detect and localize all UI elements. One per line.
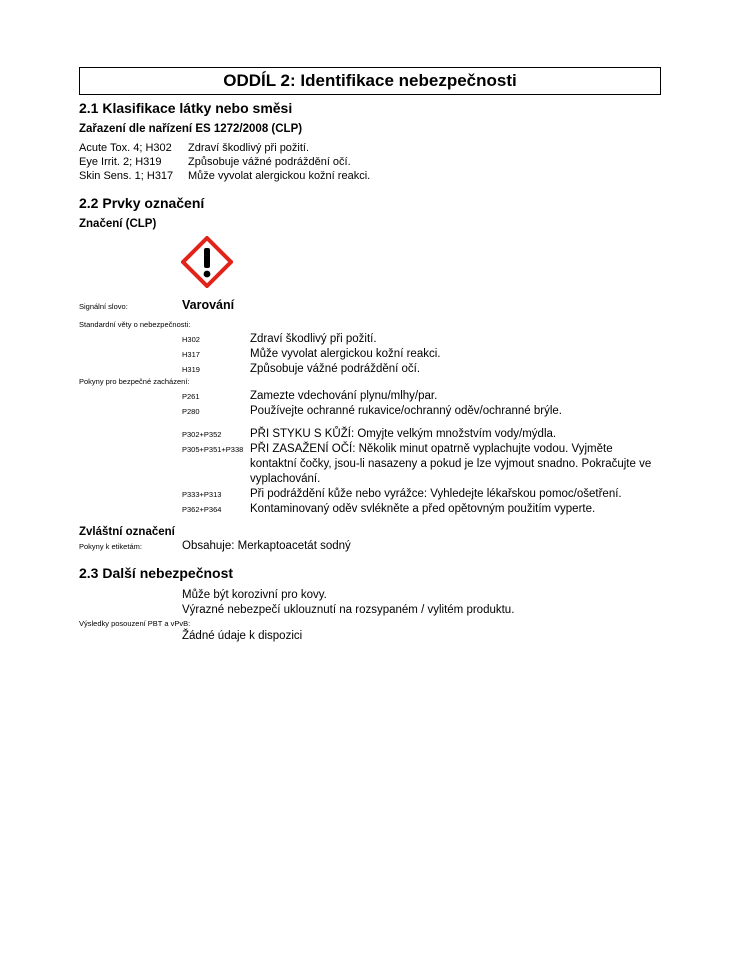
- statement-text: Způsobuje vážné podráždění očí.: [250, 363, 421, 375]
- statement-code: H317: [182, 350, 200, 359]
- statement-text: Používejte ochranné rukavice/ochranný oděv/ochranné brýle.: [250, 405, 562, 417]
- precautionary-statement: [79, 404, 661, 419]
- hazard-statement: [79, 362, 661, 377]
- signal-word-label: Signální slovo:: [79, 302, 128, 311]
- signal-word: Varování: [182, 298, 235, 312]
- classification-text: Způsobuje vážné podráždění očí.: [188, 156, 351, 168]
- classification-row: [79, 141, 661, 155]
- statement-code: P333+P313: [182, 490, 222, 499]
- classification-code: Eye Irrit. 2; H319: [79, 156, 162, 168]
- statement-code: P302+P352: [182, 430, 222, 439]
- precautionary-statement: [79, 502, 661, 517]
- special-labelling-value: Obsahuje: Merkaptoacetát sodný: [182, 540, 351, 552]
- statement-text: Při podráždění kůže nebo vyrážce: Vyhledejte lékařskou pomoc/ošetření.: [250, 488, 622, 500]
- precautionary-statements-label: Pokyny pro bezpečné zacházení:: [79, 377, 190, 386]
- statement-text: Kontaminovaný oděv svlékněte a před opětovným použitím vyperte.: [250, 503, 596, 515]
- pbt-assessment-value: Žádné údaje k dispozici: [182, 630, 303, 642]
- special-labelling-row: [79, 540, 661, 552]
- section-title: ODDÍL 2: Identifikace nebezpečnosti: [79, 67, 661, 95]
- statement-code: P261: [182, 392, 200, 401]
- statement-code: P305+P351+P338: [182, 445, 244, 454]
- statement-text: Zamezte vdechování plynu/mlhy/par.: [250, 390, 438, 402]
- statement-text: PŘI ZASAŽENÍ OČÍ: Několik minut opatrně vyplachujte vodou. Vyjměte kontaktní čočky, jsou-li nasazeny a pokud je lze vyjmout snadno. Pokračujte ve vyplachování.: [250, 443, 652, 485]
- classification-list: [79, 141, 661, 183]
- heading-2-1: 2.1 Klasifikace látky nebo směsi: [79, 100, 293, 116]
- other-hazard-line: Výrazné nebezpečí uklouznutí na rozsypaném / vylitém produktu.: [182, 604, 515, 616]
- special-labelling-label: Pokyny k etiketám:: [79, 542, 142, 551]
- hazard-statements-label: Standardní věty o nebezpečnosti:: [79, 320, 191, 329]
- statement-code: P362+P364: [182, 505, 222, 514]
- precautionary-statement: [79, 389, 661, 404]
- precautionary-statement: [79, 487, 661, 502]
- classification-code: Acute Tox. 4; H302: [79, 142, 172, 154]
- statement-code: H302: [182, 335, 200, 344]
- classification-text: Zdraví škodlivý při požití.: [188, 142, 310, 154]
- other-hazard-line: Může být korozivní pro kovy.: [182, 589, 327, 601]
- precautionary-statement: [79, 427, 661, 442]
- statement-code: H319: [182, 365, 200, 374]
- statement-text: Zdraví škodlivý při požití.: [250, 333, 377, 345]
- statement-text: PŘI STYKU S KŮŽÍ: Omyjte velkým množstvím vody/mýdla.: [250, 428, 557, 440]
- signal-word-row: [79, 298, 661, 312]
- heading-special-labelling: Zvláštní označení: [79, 526, 175, 538]
- heading-clp-classification: Zařazení dle nařízení ES 1272/2008 (CLP): [79, 123, 303, 135]
- classification-row: [79, 169, 661, 183]
- statement-code: P280: [182, 407, 200, 416]
- exclamation-mark-ghs07-icon: [181, 236, 233, 288]
- sds-section-2: [79, 67, 661, 644]
- statement-text: Může vyvolat alergickou kožní reakci.: [250, 348, 441, 360]
- classification-text: Může vyvolat alergickou kožní reakci.: [188, 170, 371, 182]
- hazard-statement: [79, 332, 661, 347]
- heading-labelling-clp: Značení (CLP): [79, 218, 157, 230]
- heading-2-2: 2.2 Prvky označení: [79, 195, 205, 211]
- precautionary-statement: [79, 442, 661, 487]
- classification-row: [79, 155, 661, 169]
- classification-code: Skin Sens. 1; H317: [79, 170, 174, 182]
- hazard-statement: [79, 347, 661, 362]
- heading-2-3: 2.3 Další nebezpečnost: [79, 565, 234, 581]
- pbt-assessment-label: Výsledky posouzení PBT a vPvB:: [79, 619, 191, 628]
- other-hazards: [79, 588, 661, 618]
